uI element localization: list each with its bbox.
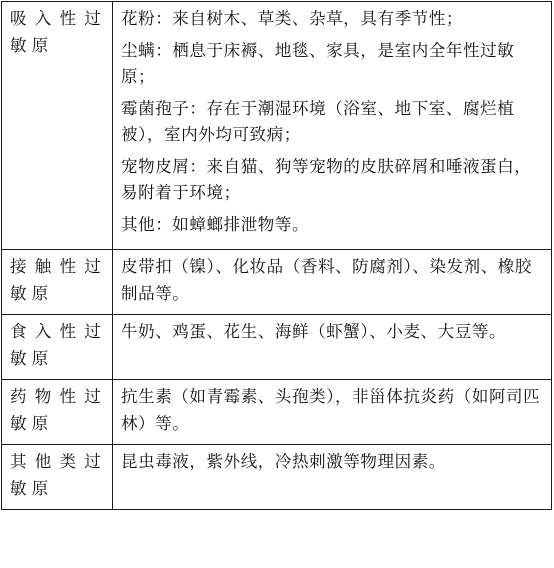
- allergen-entry: 霉菌孢子：存在于潮湿环境（浴室、地下室、腐烂植被），室内外均可致病；: [121, 98, 515, 144]
- allergen-description-cell: [113, 250, 552, 315]
- allergen-table: [1, 1, 552, 510]
- allergen-type-cell: [2, 2, 113, 250]
- allergen-entry: 抗生素（如青霉素、头孢类），非甾体抗炎药（如阿司匹林）等。: [121, 387, 541, 433]
- allergen-type-label: 食入性过敏原: [10, 322, 106, 368]
- allergen-type-cell: [2, 250, 113, 315]
- allergen-entry: 皮带扣（镍）、化妆品（香料、防腐剂）、染发剂、橡胶制品等。: [121, 257, 532, 303]
- allergen-type-cell: [2, 445, 113, 510]
- allergen-type-label: 药物性过敏原: [10, 387, 106, 433]
- allergen-entry: 尘螨：栖息于床褥、地毯、家具，是室内全年性过敏原；: [121, 40, 515, 86]
- table-row: [2, 380, 552, 445]
- allergen-type-label: 其他类过敏原: [10, 452, 106, 498]
- table-row: [2, 2, 552, 250]
- allergen-type-cell: [2, 315, 113, 380]
- allergen-description-cell: [113, 2, 552, 250]
- allergen-entry: 花粉：来自树木、草类、杂草，具有季节性；: [121, 9, 463, 28]
- allergen-entry: 牛奶、鸡蛋、花生、海鲜（虾蟹）、小麦、大豆等。: [121, 322, 507, 341]
- allergen-entry: 其他：如蟑螂排泄物等。: [121, 214, 310, 234]
- allergen-description-cell: [113, 445, 552, 510]
- allergen-entry: 昆虫毒液，紫外线，冷热刺激等物理因素。: [121, 452, 446, 471]
- table-row: [2, 250, 552, 315]
- allergen-type-label: 接触性过敏原: [10, 257, 106, 303]
- allergen-entry: 宠物皮屑：来自猫、狗等宠物的皮肤碎屑和唾液蛋白，易附着于环境；: [121, 156, 532, 202]
- allergen-type-label: 吸入性过敏原: [10, 9, 106, 55]
- table-row: [2, 445, 552, 510]
- allergen-type-cell: [2, 380, 113, 445]
- allergen-description-cell: [113, 380, 552, 445]
- allergen-description-cell: [113, 315, 552, 380]
- allergen-table-body: [2, 2, 552, 510]
- table-row: [2, 315, 552, 380]
